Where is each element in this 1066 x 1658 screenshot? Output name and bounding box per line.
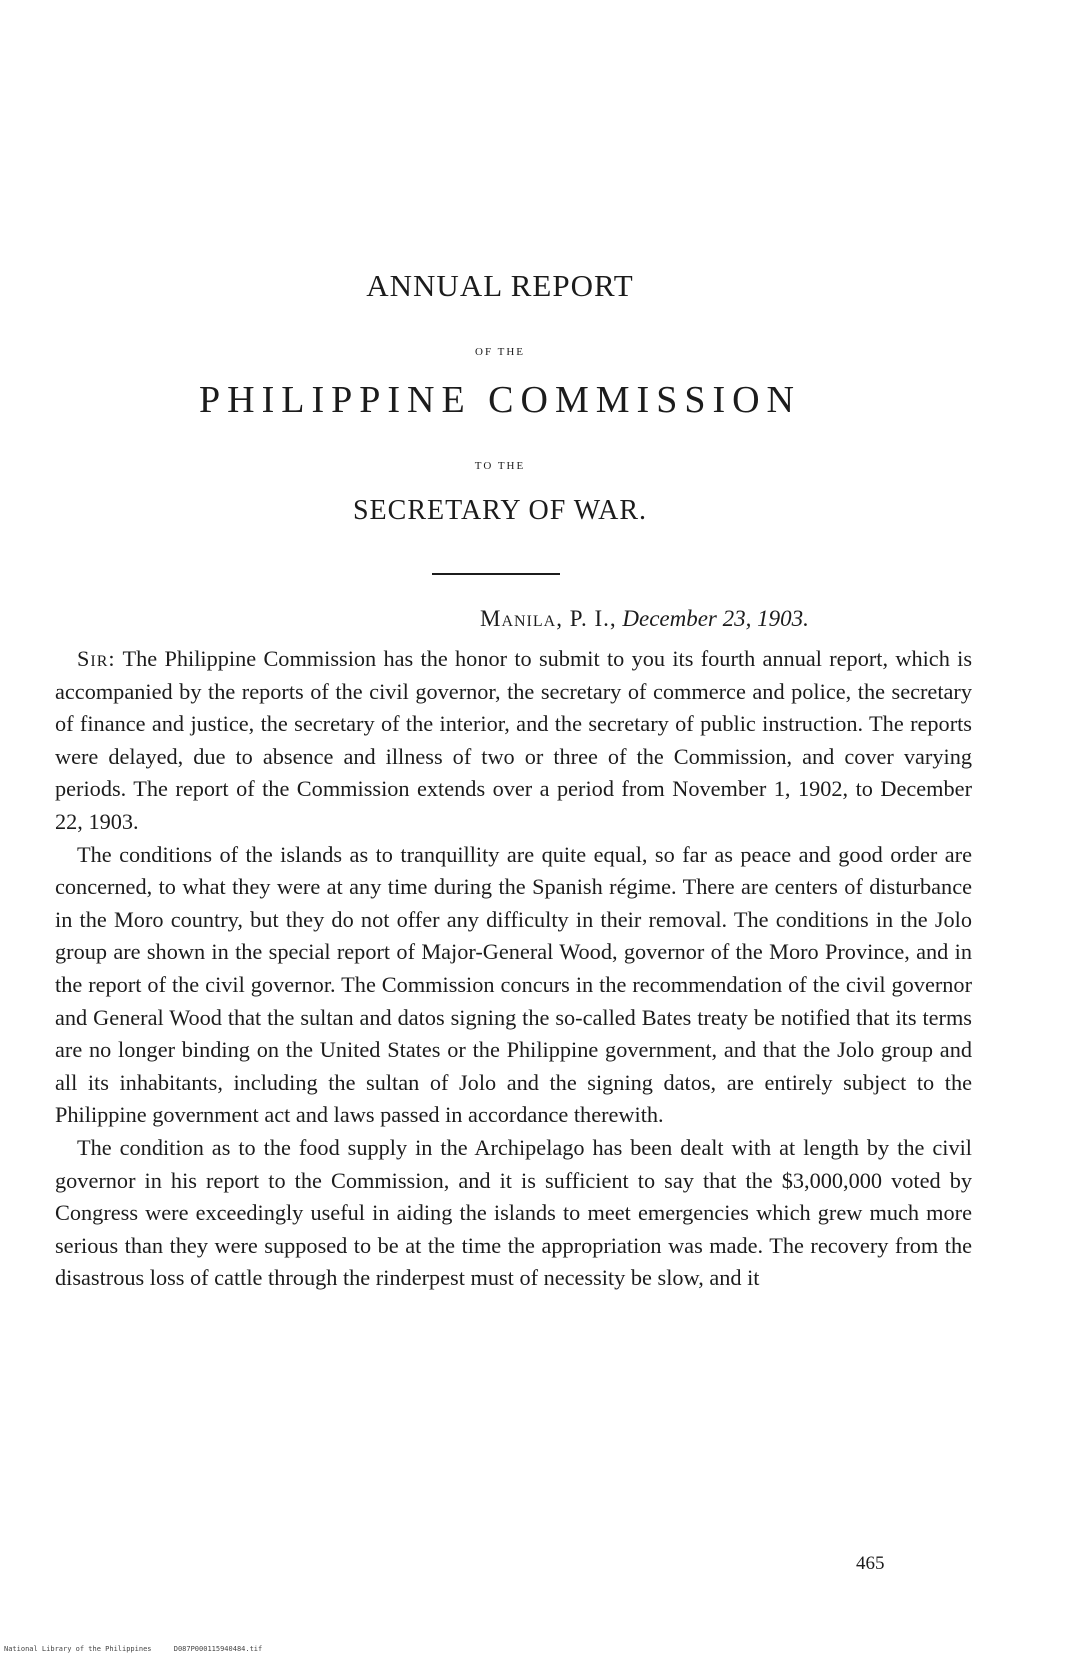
paragraph-2: The conditions of the islands as to tranquillity are quite equal, so far as peace and good order are concerned, to what they were at any time during the Spanish régime. There are centers of disturbance in the Moro country, but they do not offer any difficulty in their removal. The conditions in the Jolo group are shown in the special report of Major-General Wood, governor of the Moro Province, and in the report of the civil governor. The Commission concurs in the recommendation of the civil governor and General Wood that the sultan and datos signing the so-called Bates treaty be notified that its terms are no longer binding on the United States or the Philippine government, and that the Jolo group and all its inhabitants, including the sultan of Jolo and the signing datos, are entirely subject to the Philippine government act and laws passed in accordance therewith. [55,841,972,1128]
to-the-line: TO THE [474,460,526,472]
salutation: Sir: [77,646,116,671]
footer-filename: D087P000115940484.tif [173,1645,263,1653]
dateline [480,606,809,632]
title-divider [432,573,560,575]
scan-footer [4,1645,280,1653]
page-number: 465 [856,1553,885,1574]
report-title: ANNUAL REPORT [366,268,634,303]
paragraph-3: The condition as to the food supply in the Archipelago has been dealt with at length by the civil governor in his report to the Commission, and it is sufficient to say that the $3,000,000 voted by Congress were exceedingly useful in aiding the islands to meet emergencies which grew much more serious than they were supposed to be at the time the appropriation was made. The recovery from the disastrous loss of cattle through the rinderpest must of necessity be slow, and it [55,1134,972,1291]
footer-library: National Library of the Philippines [4,1645,152,1653]
dateline-place: Manila, P. I., [480,606,617,631]
commission-name: PHILIPPINE COMMISSION [199,379,801,421]
paragraph-1 [55,643,972,839]
dateline-date: December 23, 1903. [622,606,809,631]
recipient-title: SECRETARY OF WAR. [352,495,648,526]
paragraph-1-text: The Philippine Commission has the honor to submit to you its fourth annual report, which is accompanied by the reports of the civil governor, the secretary of commerce and police, the secretary of finance and justice, the secretary of the interior, and the secretary of public instruction. The reports were delayed, due to absence and illness of two or three of the Commission, and cover varying periods. The report of the Commission extends over a period from November 1, 1902, to December 22, 1903. [55,646,973,834]
of-the-line: OF THE [475,346,525,358]
letter-body [55,643,972,1295]
